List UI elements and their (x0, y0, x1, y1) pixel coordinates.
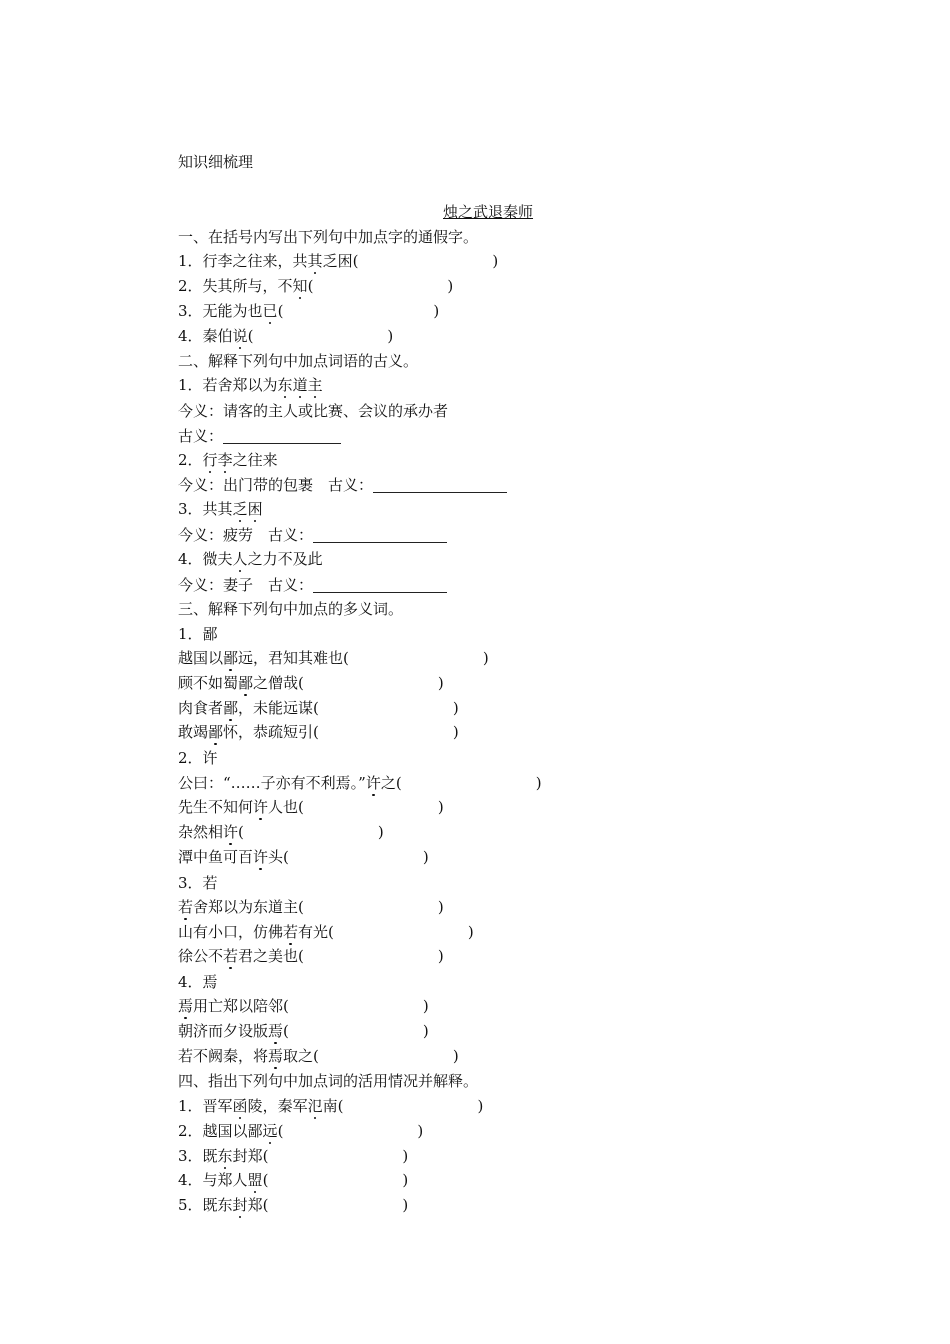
text-line (178, 722, 459, 742)
line-text: ) (417, 1122, 424, 1140)
text-line (178, 227, 478, 247)
line-text: 古义： (178, 427, 224, 445)
line-text: 南( (322, 1097, 344, 1115)
dotted-character: 若 (283, 923, 299, 941)
line-text: 越国以 (178, 649, 224, 667)
text-line (178, 351, 418, 371)
line-text: 2． (178, 451, 203, 469)
dotted-character: 若 (178, 898, 194, 916)
line-text: 徐公不 (178, 947, 224, 965)
page-title: 烛之武退秦师 (443, 203, 534, 221)
dotted-character: 东 (217, 1147, 233, 1165)
text-line (178, 525, 447, 545)
line-text: 1．行李之往来，共 (178, 252, 308, 270)
line-text: 4．焉 (178, 973, 218, 991)
line-text: 顾不如蜀 (178, 674, 239, 692)
text-line (178, 1021, 429, 1041)
dotted-character: 远 (262, 1122, 278, 1140)
text-line (178, 1195, 408, 1215)
line-text: 1．若舍郑以为 (178, 376, 278, 394)
answer-underline (313, 528, 447, 543)
line-text: 之力不及此 (247, 550, 323, 568)
dotted-character: 人 (232, 550, 248, 568)
line-text: 今义：请客的主人或比赛、会议的承办者 (178, 402, 449, 420)
dotted-character: 许 (253, 798, 269, 816)
line-text: 4．与郑人 (178, 1171, 248, 1189)
dotted-character: 主 (307, 376, 323, 394)
text-line (178, 1096, 483, 1116)
text-line (178, 822, 384, 842)
dotted-character: 东 (277, 376, 293, 394)
line-text: ( (307, 277, 314, 295)
line-text: ) (377, 823, 384, 841)
dotted-character: 氾 (307, 1097, 323, 1115)
dotted-character: 其 (307, 252, 323, 270)
line-text: 今义：妻子 古义： (178, 576, 314, 594)
dotted-character: 鄙 (223, 649, 239, 667)
line-text: 舍郑以为东道主( (193, 898, 304, 916)
section-header: 知识细梳理 (178, 153, 254, 171)
text-line (178, 301, 439, 321)
line-text: 若不阙秦，将 (178, 1047, 269, 1065)
dotted-character: 说 (232, 327, 248, 345)
line-text: 今义：出门带的包裹 古义： (178, 476, 374, 494)
line-text: ) (387, 327, 394, 345)
line-text: 3．既 (178, 1147, 218, 1165)
text-line (178, 276, 453, 296)
text-line (178, 499, 263, 519)
line-text: ) (452, 699, 459, 717)
line-text: 用亡郑以陪邻( (193, 997, 289, 1015)
answer-underline (223, 429, 341, 444)
line-text: ) (467, 923, 474, 941)
text-line (178, 748, 218, 768)
line-text: 一、在括号内写出下列句中加点字的通假字。 (178, 228, 479, 246)
line-text: ( (277, 302, 284, 320)
line-text: ) (452, 723, 459, 741)
text-line (178, 575, 447, 595)
line-text: ) (437, 898, 444, 916)
line-text: 4．秦伯 (178, 327, 233, 345)
line-text: 肉食者 (178, 699, 224, 717)
line-text: 人也( (268, 798, 304, 816)
line-text: 郑( (247, 1196, 269, 1214)
line-text: 潭中鱼可百 (178, 848, 254, 866)
text-line (178, 426, 341, 446)
text-line (178, 648, 489, 668)
dotted-character: 已 (262, 302, 278, 320)
dotted-character: 李 (217, 451, 233, 469)
line-text: 1．鄙 (178, 625, 218, 643)
line-text: 3．无能为也 (178, 302, 263, 320)
answer-underline (373, 478, 507, 493)
text-line (178, 1121, 423, 1141)
line-text: 2．失其所与，不 (178, 277, 293, 295)
text-line (178, 599, 403, 619)
text-line (178, 624, 218, 644)
line-text: 君之美也( (238, 947, 304, 965)
line-text: 公曰：“……子亦有不利焉。” (178, 774, 366, 792)
line-text: 之往来 (232, 451, 278, 469)
text-line (178, 946, 444, 966)
line-text: ) (402, 1196, 409, 1214)
line-text: ) (422, 997, 429, 1015)
text-line (178, 549, 323, 569)
text-line (178, 673, 444, 693)
line-text: ( (277, 1122, 284, 1140)
line-text: 有光( (298, 923, 334, 941)
text-line (178, 326, 393, 346)
dotted-character: 知 (292, 277, 308, 295)
line-text: 山有小口，仿佛 (178, 923, 284, 941)
line-text: 今义：疲劳 古义： (178, 526, 314, 544)
line-text: 2．许 (178, 749, 218, 767)
dotted-character: 道 (292, 376, 308, 394)
dotted-character: 许 (223, 823, 239, 841)
dotted-character: 许 (253, 848, 269, 866)
line-text: ) (437, 798, 444, 816)
line-text: 三、解释下列句中加点的多义词。 (178, 600, 404, 618)
line-text: ) (437, 674, 444, 692)
dotted-character: 焉 (268, 1047, 284, 1065)
dotted-character: 行 (202, 451, 218, 469)
dotted-character: 若 (223, 947, 239, 965)
text-line (178, 847, 429, 867)
line-text: 头( (268, 848, 289, 866)
text-line (178, 251, 498, 271)
text-line (178, 375, 323, 395)
dotted-character: 盟 (247, 1171, 263, 1189)
text-line (178, 972, 218, 992)
text-line (178, 475, 507, 495)
text-line (178, 1146, 408, 1166)
text-line (178, 1046, 459, 1066)
dotted-character: 函 (232, 1097, 248, 1115)
line-text: ) (402, 1147, 409, 1165)
line-text: ( (262, 1171, 269, 1189)
line-text: ) (452, 1047, 459, 1065)
line-text: 2．越国以鄙 (178, 1122, 263, 1140)
text-line (178, 996, 429, 1016)
line-text: ，未能远谋( (238, 699, 319, 717)
line-text: 怀，恭疏短引( (223, 723, 319, 741)
text-line (178, 897, 444, 917)
line-text: ) (422, 1022, 429, 1040)
dotted-character: 封 (232, 1196, 248, 1214)
line-text: ) (402, 1171, 409, 1189)
line-text: 远，君知其难也( (238, 649, 349, 667)
text-line (178, 401, 448, 421)
dotted-character: 鄙 (238, 674, 254, 692)
dotted-character: 焉 (268, 1022, 284, 1040)
line-text: ( (238, 823, 244, 841)
line-text: 1．晋军 (178, 1097, 233, 1115)
text-line (178, 1071, 478, 1091)
line-text: ) (437, 947, 444, 965)
line-text: 取之( (283, 1047, 319, 1065)
text-line (178, 450, 278, 470)
line-text: 之僧哉( (253, 674, 304, 692)
line-text: ( (247, 327, 254, 345)
line-text: 3．共其 (178, 500, 233, 518)
dotted-character: 鄙 (208, 723, 224, 741)
dotted-character: 许 (365, 774, 381, 792)
answer-underline (313, 578, 447, 593)
line-text: ) (447, 277, 454, 295)
dotted-character: 鄙 (223, 699, 239, 717)
line-text: ) (482, 649, 489, 667)
line-text: 3．若 (178, 874, 218, 892)
line-text: ) (422, 848, 429, 866)
text-line (178, 698, 459, 718)
line-text: 先生不知何 (178, 798, 254, 816)
dotted-character: 焉 (178, 997, 194, 1015)
dotted-character: 乏 (232, 500, 248, 518)
text-line (178, 922, 474, 942)
line-text: 乏困( (322, 252, 359, 270)
line-text: 杂然相 (178, 823, 224, 841)
line-text: 陵，秦军 (247, 1097, 308, 1115)
line-text: 4．微夫 (178, 550, 233, 568)
line-text: ) (433, 302, 440, 320)
line-text: ( (283, 1022, 289, 1040)
text-line (178, 1170, 408, 1190)
line-text: 敢竭 (178, 723, 209, 741)
line-text: 5．既东 (178, 1196, 233, 1214)
dotted-character: 困 (247, 500, 263, 518)
line-text: ) (492, 252, 499, 270)
line-text: ) (535, 774, 542, 792)
text-line (178, 797, 444, 817)
line-text: 二、解释下列句中加点词语的古义。 (178, 352, 419, 370)
line-text: 朝济而夕设版 (178, 1022, 269, 1040)
line-text: ) (477, 1097, 484, 1115)
text-line (178, 873, 218, 893)
line-text: 封郑( (232, 1147, 269, 1165)
line-text: 之( (380, 774, 402, 792)
text-line (178, 773, 542, 793)
line-text: 四、指出下列句中加点词的活用情况并解释。 (178, 1072, 479, 1090)
